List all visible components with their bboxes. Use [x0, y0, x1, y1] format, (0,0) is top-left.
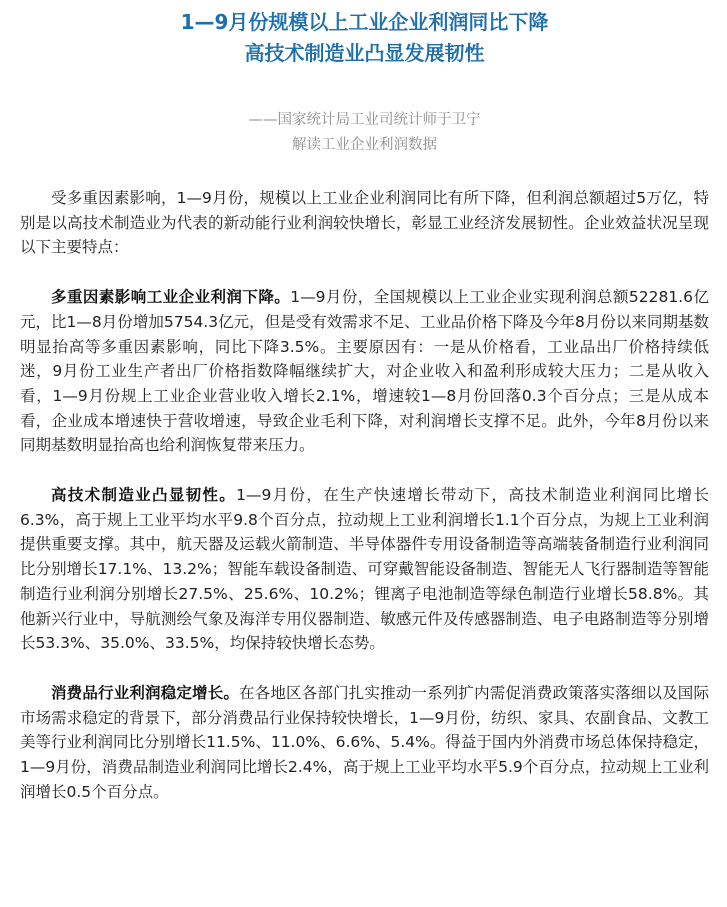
- paragraph-text: 1—9月份，在生产快速增长带动下，高技术制造业利润同比增长6.3%，高于规上工业平均水平9.8个百分点，拉动规上工业利润增长1.1个百分点，为规上工业利润提供重要支撑。其中，航天器及运载火箭制造、半导体器件专用设备制造等高端装备制造行业利润同比分别增长17.1%、13.2%；智能车载设备制造、可穿戴智能设备制造、智能无人飞行器制造等智能制造行业利润分别增长27.5%、25.6%、10.2%；锂离子电池制造等绿色制造行业增长58.8%。其他新兴行业中，导航测绘气象及海洋专用仪器制造、敏感元件及传感器制造、电子电路制造等分别增长53.3%、35.0%、33.5%，均保持较快增长态势。: [20, 486, 709, 653]
- paragraph-text: 受多重因素影响，1—9月份，规模以上工业企业利润同比有所下降，但利润总额超过5万亿，特别是以高技术制造业为代表的新动能行业利润较快增长，彰显工业经济发展韧性。企业效益状况呈现以下主要特点：: [20, 189, 709, 257]
- paragraph-profit-decline: [20, 285, 709, 458]
- byline-line-1: ——国家统计局工业司统计师于卫宁: [248, 112, 481, 128]
- paragraph-high-tech: [20, 483, 709, 656]
- article-title: [20, 0, 709, 69]
- byline: [20, 108, 709, 158]
- paragraph-text: 1—9月份，全国规模以上工业企业实现利润总额52281.6亿元，比1—8月份增加5754.3亿元，但是受有效需求不足、工业品价格下降及今年8月份以来同期基数明显抬高等多重因素影响，同比下降3.5%。主要原因有：一是从价格看，工业品出厂价格持续低迷，9月份工业生产者出厂价格指数降幅继续扩大，对企业收入和盈利形成较大压力；二是从收入看，1—9月份规上工业企业营业收入增长2.1%，增速较1—8月份回落0.3个百分点；三是从成本看，企业成本增速快于营收增速，导致企业毛利下降，对利润增长支撑不足。此外，今年8月份以来同期基数明显抬高也给利润恢复带来压力。: [20, 288, 709, 455]
- paragraph-lead: 消费品行业利润稳定增长。: [51, 683, 240, 702]
- paragraph-consumer-goods: [20, 681, 709, 805]
- title-line-2: 高技术制造业凸显发展韧性: [244, 41, 485, 65]
- title-line-1: 1—9月份规模以上工业企业利润同比下降: [180, 10, 549, 34]
- paragraph-text: 在各地区各部门扎实推动一系列扩内需促消费政策落实落细以及国际市场需求稳定的背景下，部分消费品行业保持较快增长，1—9月份，纺织、家具、农副食品、文教工美等行业利润同比分别增长11.5%、11.0%、6.6%、5.4%。得益于国内外消费市场总体保持稳定，1—9月份，消费品制造业利润同比增长2.4%，高于规上工业平均水平5.9个百分点，拉动规上工业利润增长0.5个百分点。: [20, 683, 709, 801]
- paragraph-intro: [20, 186, 709, 260]
- paragraph-lead: 高技术制造业凸显韧性。: [51, 486, 237, 505]
- byline-line-2: 解读工业企业利润数据: [292, 137, 437, 153]
- paragraph-lead: 多重因素影响工业企业利润下降。: [51, 288, 291, 307]
